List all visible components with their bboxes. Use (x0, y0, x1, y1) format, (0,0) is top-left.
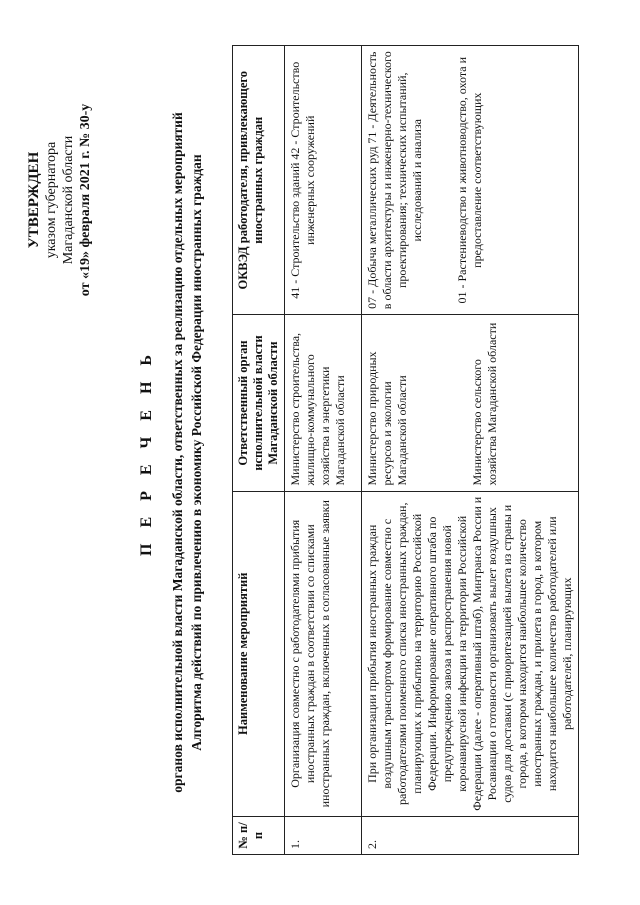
table-row (285, 46, 362, 855)
row-action: Организация совместно с работодателями прибытия иностранных граждан в соответствии со списками иностранных граждан, включенных в согласованные заявки (285, 491, 362, 816)
table-row (362, 46, 579, 855)
approved-by: указом губернатора (44, 141, 59, 259)
row-organ-b: Министерство сельского хозяйства Магаданской области (470, 322, 499, 486)
row-okved: 41 - Строительство зданий 42 - Строительство инженерных сооружений (285, 46, 362, 315)
header-okved: ОКВЭД работодателя, привлекающего иностранных граждан (233, 46, 285, 315)
approved-date: от «19» февраля 2021 г. № 30-у (78, 103, 93, 297)
approved-label: УТВЕРЖДЕН (26, 151, 42, 249)
row-organ: Министерство строительства, жилищно-коммунального хозяйства и энергетики Магаданской области (285, 315, 362, 491)
row-num: 1. (285, 817, 362, 855)
row-okved-a: 07 - Добыча металлических руд 71 - Деятельность в области архитектуры и инженерно-технического проектирования; технических испытаний, исследований и анализа (365, 51, 424, 310)
document-title-line2: Алгоритма действий по привлечению в экономику Российской Федерации иностранных граждан (189, 154, 204, 751)
header-organ: Ответственный орган исполнительной власти Магаданской области (233, 315, 285, 491)
row-organ-cell (362, 315, 579, 491)
row-num: 2. (362, 817, 579, 855)
row-okved-cell (362, 46, 579, 315)
document-heading: П Е Р Е Ч Е Н Ь (138, 349, 155, 556)
row-okved-b: 01 - Растениеводство и животноводство, охота и предоставление соответствующих (455, 56, 484, 304)
header-num: № п/п (233, 817, 285, 855)
measures-table (232, 45, 579, 855)
table-header-row (233, 46, 285, 855)
row-action: При организации прибытия иностранных граждан воздушным транспортом формирование совместно с работодателями поименного списка иностранных граждан, планирующих к прибытию на территорию Российской Федерации. Информирование оперативного штаба по предупреждению завоза и распространения новой коронавирусной инфекции на территории Российской Федерации (далее - оперативный штаб), Минтранса России и Росавиации о готовности организовать вылет воздушных судов для доставки (с приоритезацией вылета из страны и города, в котором находится наибольшее количество иностранных граждан, и прилета в город, в котором находится наибольшее количество работодателей или работодателей, планирующих (362, 491, 579, 816)
row-organ-a: Министерство природных ресурсов и экологии Магаданской области (365, 351, 409, 486)
approval-stamp (26, 40, 94, 360)
header-action: Наименование мероприятий (233, 491, 285, 816)
approved-region: Магаданской области (61, 135, 76, 265)
document-title-line1: органов исполнительной власти Магаданской области, ответственных за реализацию отдельных мероприятий (170, 112, 185, 793)
